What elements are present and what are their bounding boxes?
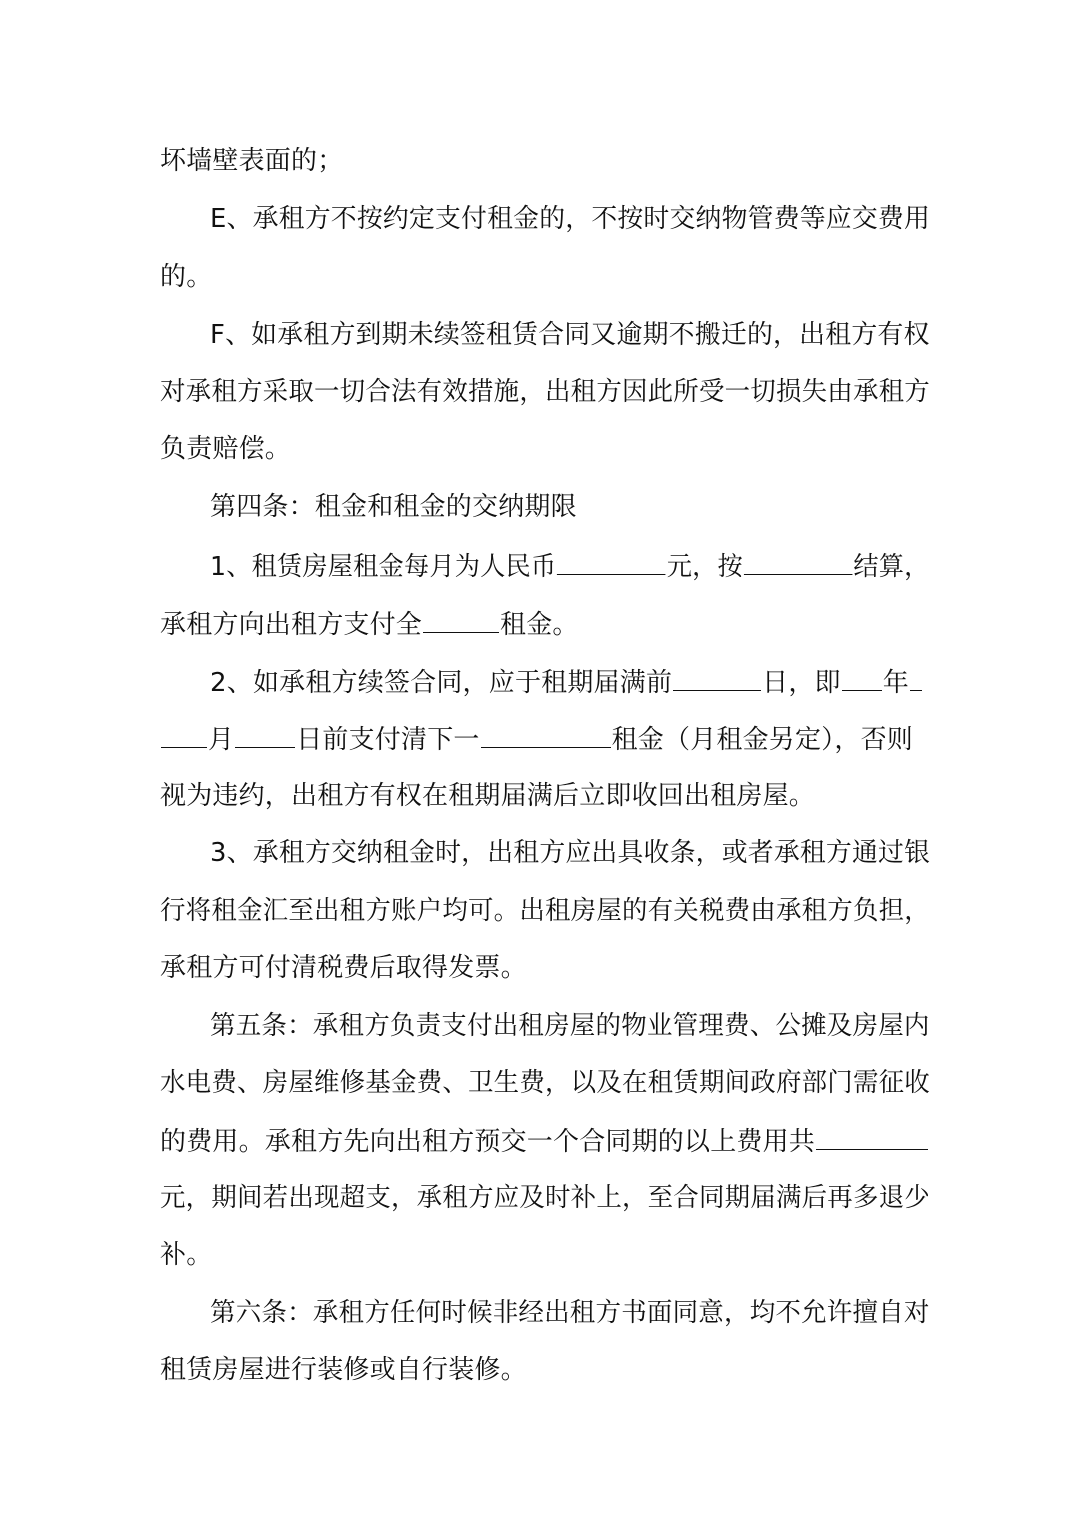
article-5-line-5: 补。	[160, 1240, 213, 1270]
text-segment: 承租方向出租方支付全	[160, 610, 423, 640]
article-5-line-3	[160, 1123, 929, 1157]
fill-blank	[744, 548, 853, 575]
clause-f-line-1: F、如承租方到期未续签租赁合同又逾期不搬迁的，出租方有权	[210, 320, 930, 350]
text-segment: 的费用。承租方先向出租方预交一个合同期的以上费用共	[160, 1127, 816, 1157]
article-4-item-2-line-3: 视为违约，出租方有权在租期届满后立即收回出租房屋。	[160, 781, 816, 811]
article-4-heading: 第四条：租金和租金的交纳期限	[210, 492, 577, 522]
article-5-line-2: 水电费、房屋维修基金费、卫生费，以及在租赁期间政府部门需征收	[160, 1068, 930, 1098]
clause-f-line-2: 对承租方采取一切合法有效措施，出租方因此所受一切损失由承租方	[160, 377, 930, 407]
article-6-line-1: 第六条：承租方任何时候非经出租方书面同意，均不允许擅自对	[210, 1298, 930, 1328]
article-5-line-1: 第五条：承租方负责支付出租房屋的物业管理费、公摊及房屋内	[210, 1011, 930, 1041]
fill-blank	[161, 721, 207, 748]
clause-e-line-1: E、承租方不按约定支付租金的，不按时交纳物管费等应交费用	[210, 204, 931, 234]
clause-e-line-2: 的。	[160, 262, 213, 292]
article-4-item-3-line-3: 承租方可付清税费后取得发票。	[160, 953, 527, 983]
text-segment: 2、如承租方续签合同，应于租期届满前	[210, 668, 673, 698]
fill-blank	[481, 721, 611, 748]
fill-blank	[673, 664, 761, 691]
article-4-item-1-line-1	[210, 548, 930, 582]
text-segment: 租金（月租金另定），否则	[611, 725, 914, 755]
text-segment: 结算，	[853, 552, 930, 582]
article-4-item-3-line-2: 行将租金汇至出租方账户均可。出租房屋的有关税费由承租方负担，	[160, 896, 930, 926]
text-segment: 1、租赁房屋租金每月为人民币	[210, 552, 557, 582]
article-6-line-2: 租赁房屋进行装修或自行装修。	[160, 1355, 527, 1385]
fill-blank	[235, 721, 295, 748]
article-4-item-1-line-2	[160, 606, 579, 640]
text-segment: 月	[208, 725, 235, 755]
article-4-item-3-line-1: 3、承租方交纳租金时，出租方应出具收条，或者承租方通过银	[210, 838, 931, 868]
text-segment: 日，即	[762, 668, 841, 698]
text-segment: 年	[882, 668, 909, 698]
fill-blank	[910, 664, 922, 691]
text-segment: 租金。	[500, 610, 579, 640]
fill-blank	[557, 548, 666, 575]
fill-blank	[842, 664, 882, 691]
fill-blank	[816, 1123, 928, 1150]
text-segment: 元，按	[666, 552, 743, 582]
article-5-line-4: 元，期间若出现超支，承租方应及时补上，至合同期届满后再多退少	[160, 1183, 930, 1213]
clause-f-line-3: 负责赔偿。	[160, 434, 292, 464]
text-line: 坏墙壁表面的；	[160, 146, 344, 176]
fill-blank	[423, 606, 499, 633]
article-4-item-2-line-2	[160, 721, 913, 755]
article-4-item-2-line-1	[210, 664, 923, 698]
text-segment: 日前支付清下一	[296, 725, 480, 755]
